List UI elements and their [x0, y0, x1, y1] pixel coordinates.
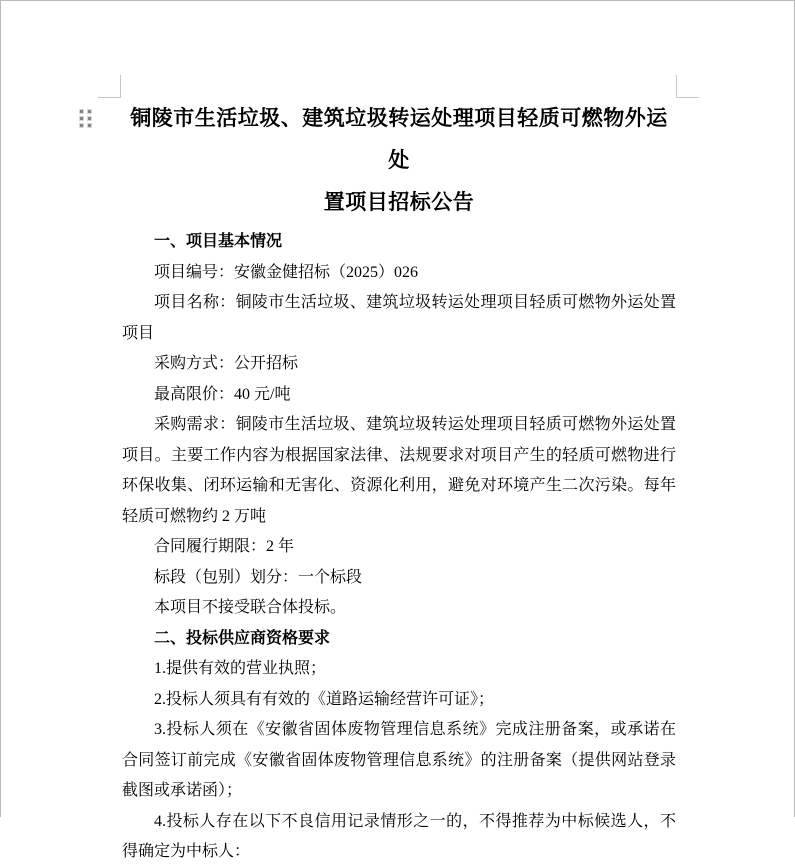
paragraph-lot-division: 标段（包别）划分：一个标段	[154, 568, 363, 586]
document-body	[122, 227, 676, 868]
paragraph-requirement-1: 1.提供有效的营业执照；	[154, 660, 327, 677]
paragraph-requirement-4: 4.投标人存在以下不良信用记录情形之一的，不得推荐为中标候选人，不得确定为中标人：	[122, 812, 676, 860]
section-heading-2: 二、投标供应商资格要求	[154, 629, 331, 647]
drag-handle-dot	[88, 124, 91, 127]
paragraph-price-limit: 最高限价：40 元/吨	[154, 385, 291, 403]
paragraph-requirement-3: 3.投标人须在《安徽省固体废物管理信息系统》完成注册备案，或承诺在合同签订前完成《安徽省固体废物管理信息系统》的注册备案（提供网站登录截图或承诺函）；	[122, 721, 676, 799]
drag-handle-dot	[88, 110, 91, 113]
drag-handle-dot	[80, 117, 83, 120]
drag-handle-dot	[80, 124, 83, 127]
paragraph-contract-term: 合同履行期限：2 年	[154, 538, 295, 555]
page-margin-mark-top-left	[98, 75, 121, 98]
drag-handle-dot	[88, 117, 91, 120]
paragraph-project-number: 项目编号：安徽金健招标（2025）026	[154, 263, 419, 281]
document-title	[122, 97, 676, 223]
paragraph-procurement-demand: 采购需求：铜陵市生活垃圾、建筑垃圾转运处理项目轻质可燃物外运处置项目。主要工作内容为根据国家法律、法规要求对项目产生的轻质可燃物进行环保收集、闭环运输和无害化、资源化利用，避免对环境产生二次污染。每年轻质可燃物约 2 万吨	[122, 416, 676, 525]
page-margin-mark-top-right	[676, 75, 699, 98]
paragraph-no-consortium: 本项目不接受联合体投标。	[154, 599, 347, 616]
paragraph-requirement-2: 2.投标人须具有有效的《道路运输经营许可证》；	[154, 690, 495, 708]
page-text-area	[122, 97, 676, 868]
drag-handle-dot	[80, 110, 83, 113]
document-title-line2: 置项目招标公告	[323, 190, 475, 214]
paragraph-procurement-method: 采购方式：公开招标	[154, 355, 299, 372]
section-heading-1: 一、项目基本情况	[154, 233, 283, 250]
paragraph-project-name: 项目名称：铜陵市生活垃圾、建筑垃圾转运处理项目轻质可燃物外运处置项目	[122, 294, 676, 342]
drag-handle-icon[interactable]	[80, 110, 91, 127]
document-title-line1: 铜陵市生活垃圾、建筑垃圾转运处理项目轻质可燃物外运处	[130, 106, 668, 172]
